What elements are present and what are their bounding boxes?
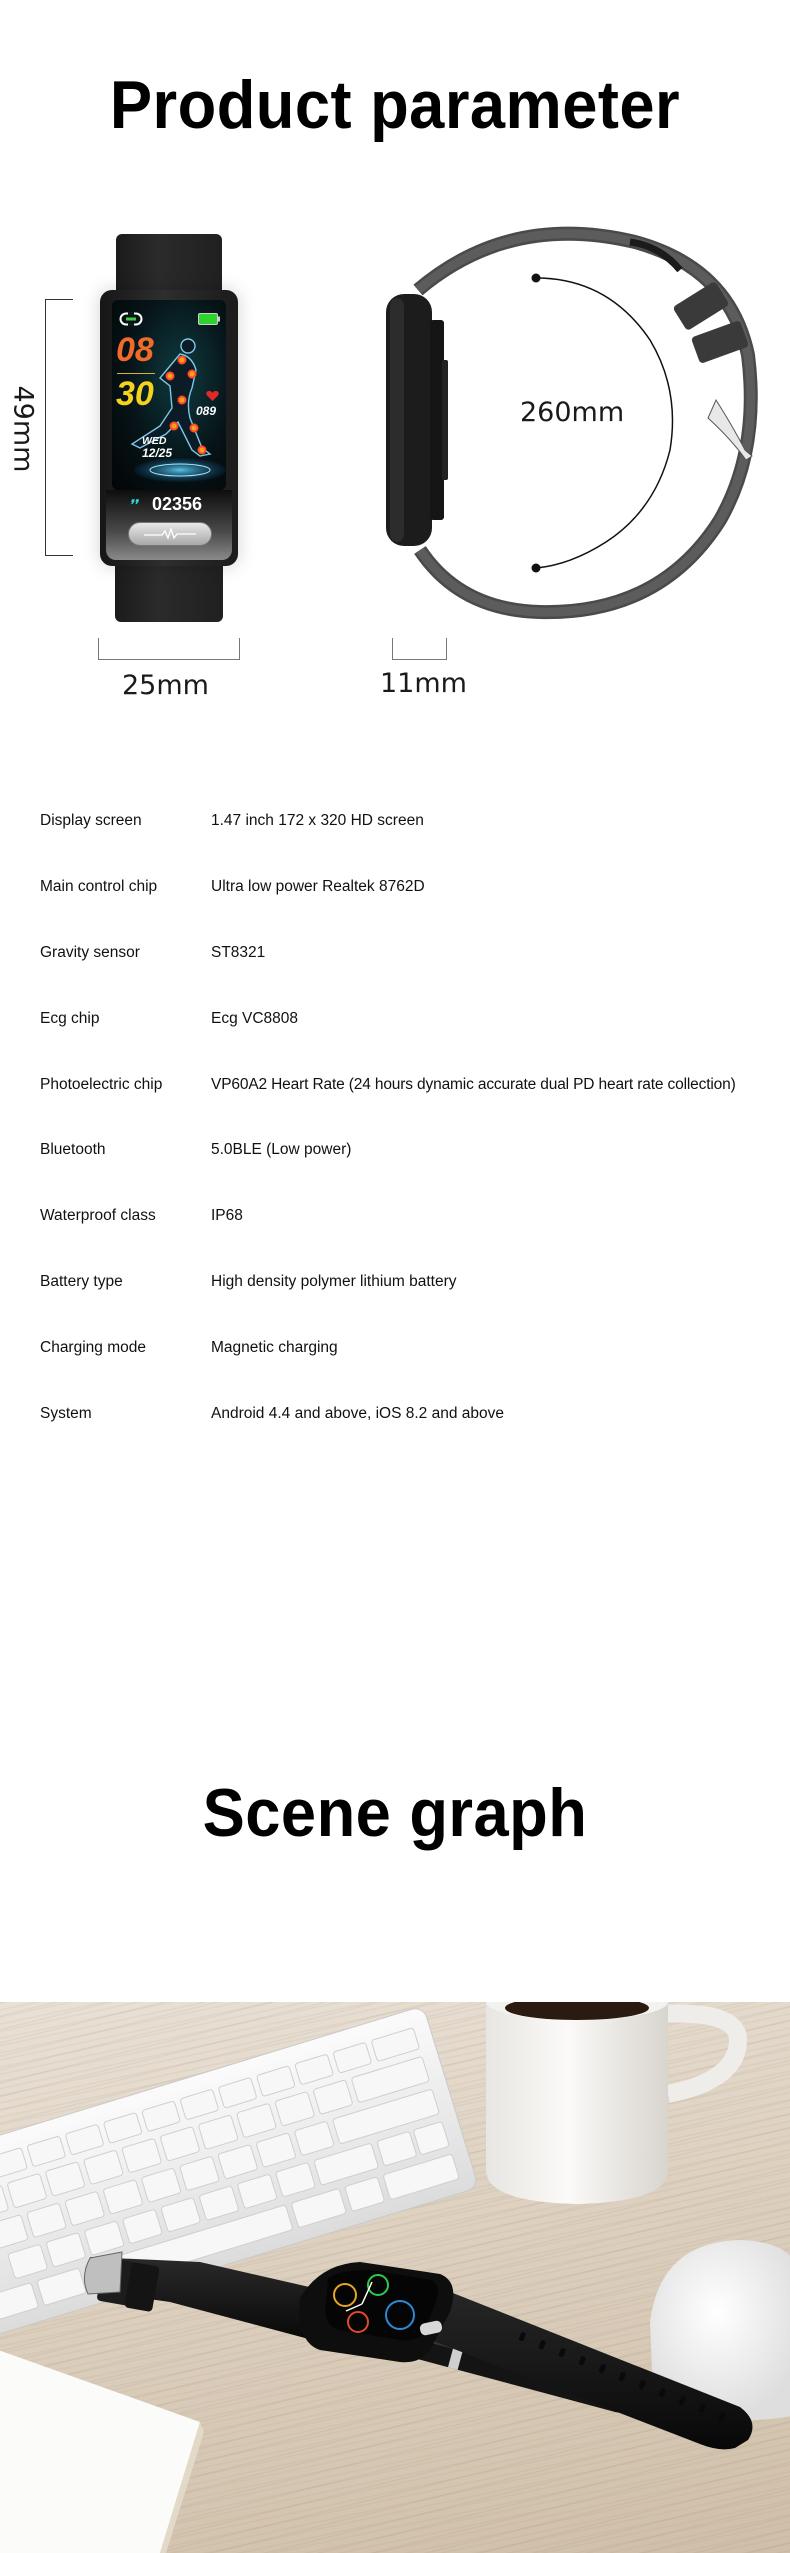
spec-label: Bluetooth: [40, 1141, 106, 1158]
spec-row-battery-type: [40, 1273, 790, 1295]
step-count: 02356: [152, 494, 203, 514]
footsteps-icon: ❜❜: [129, 497, 138, 512]
coffee-mug: [486, 2002, 738, 2204]
spec-value: 1.47 inch 172 x 320 HD screen: [211, 812, 424, 829]
spec-row-waterproof-class: [40, 1207, 790, 1229]
spec-label: Charging mode: [40, 1339, 146, 1356]
spec-label: System: [40, 1405, 92, 1422]
heart-rate-value: 089: [196, 404, 217, 418]
spec-row-system: [40, 1405, 790, 1427]
watch-hour: 08: [116, 331, 154, 369]
spec-value: Magnetic charging: [211, 1339, 338, 1356]
date-label: 12/25: [142, 446, 173, 460]
spec-label: Ecg chip: [40, 1010, 100, 1027]
page-title-product-parameter: Product parameter: [109, 67, 681, 143]
spec-value: 5.0BLE (Low power): [211, 1141, 352, 1158]
watch-minute: 30: [116, 375, 154, 413]
time-divider: [117, 373, 155, 374]
spec-label: Display screen: [40, 812, 142, 829]
weekday-label: WED: [142, 435, 167, 447]
watch-strap-bottom: [115, 560, 223, 622]
spec-value: IP68: [211, 1207, 243, 1224]
ecg-sensor-button: [128, 522, 212, 546]
height-dimension-bracket: [45, 299, 73, 556]
spec-row-photoelectric-chip: [40, 1076, 790, 1098]
link-icon: [119, 312, 143, 326]
thickness-dimension-label: 11mm: [380, 668, 467, 699]
spec-value: Android 4.4 and above, iOS 8.2 and above: [211, 1405, 504, 1422]
page-title-scene-graph: Scene graph: [202, 1775, 588, 1851]
spec-label: Battery type: [40, 1273, 123, 1290]
spec-row-gravity-sensor: [40, 944, 790, 966]
spec-row-ecg-chip: [40, 1010, 790, 1032]
spec-row-display-screen: [40, 812, 790, 834]
spec-value: ST8321: [211, 944, 266, 961]
strap-length-label: 260mm: [520, 397, 625, 428]
ecg-wave-icon: [128, 522, 212, 546]
width-dimension-label: 25mm: [122, 670, 209, 701]
watch-strap-top: [116, 234, 222, 298]
desk-scene-illustration: [0, 2002, 790, 2553]
watch-side-view: [360, 220, 780, 640]
width-dimension-bracket: [98, 638, 240, 660]
heart-icon: [206, 390, 219, 402]
battery-icon: [198, 313, 220, 325]
spec-label: Waterproof class: [40, 1207, 156, 1224]
spec-label: Gravity sensor: [40, 944, 140, 961]
spec-row-bluetooth: [40, 1141, 790, 1163]
thickness-dimension-bracket: [392, 638, 447, 660]
spec-value: High density polymer lithium battery: [211, 1273, 457, 1290]
spec-row-main-control-chip: [40, 878, 790, 900]
spec-value: VP60A2 Heart Rate (24 hours dynamic accurate dual PD heart rate collection): [211, 1076, 736, 1093]
spec-value: Ecg VC8808: [211, 1010, 299, 1027]
spec-row-charging-mode: [40, 1339, 790, 1361]
spec-value: Ultra low power Realtek 8762D: [211, 878, 425, 895]
scene-photo: [0, 2002, 790, 2553]
notebook: [0, 2347, 204, 2553]
spec-label: Photoelectric chip: [40, 1076, 163, 1093]
spec-label: Main control chip: [40, 878, 158, 895]
watch-screen: [112, 300, 226, 490]
height-dimension-label: 49mm: [7, 385, 39, 473]
